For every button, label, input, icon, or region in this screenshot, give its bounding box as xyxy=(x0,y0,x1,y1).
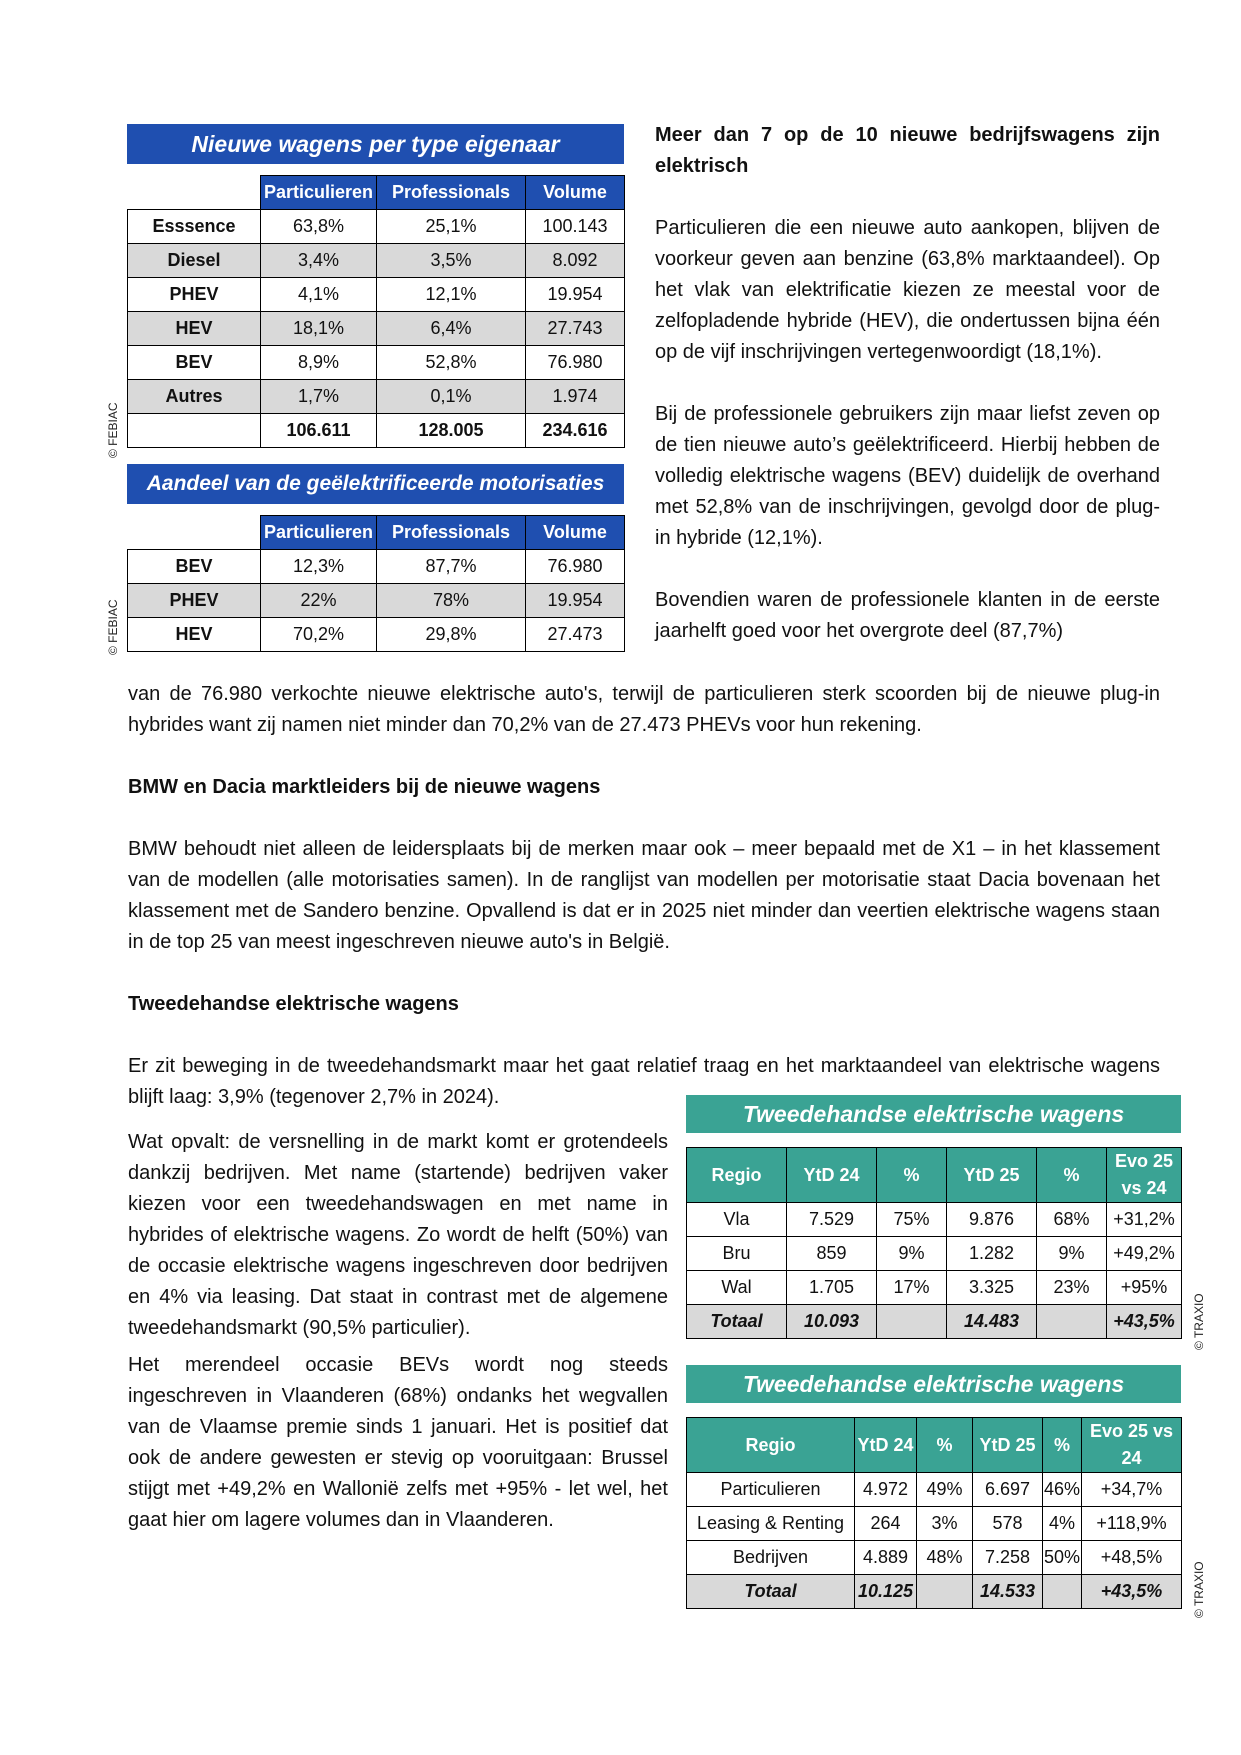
cell: 17% xyxy=(877,1271,947,1305)
col-header: YtD 24 xyxy=(787,1148,877,1203)
empty-cell xyxy=(128,414,261,448)
cell: Particulieren xyxy=(687,1473,855,1507)
table-row xyxy=(687,1541,1182,1575)
col-header: Professionals xyxy=(377,516,526,550)
table-row xyxy=(128,550,625,584)
cell: 12,1% xyxy=(377,278,526,312)
table-used-ev-by-buyer xyxy=(686,1365,1181,1609)
data-table xyxy=(686,1417,1182,1609)
section-heading: Tweedehandse elektrische wagens xyxy=(128,993,459,1015)
cell: 75% xyxy=(877,1203,947,1237)
cell: 27.473 xyxy=(526,618,625,652)
header-row xyxy=(687,1418,1182,1473)
paragraph: Het merendeel occasie BEVs wordt nog steeds ingeschreven in Vlaanderen (68%) ondanks het wegvallen van de Vlaamse premie sinds 1 januari. Het is positief dat ook de andere gewesten er stevig op vooruitgaan: Brussel stijgt met +49,2% en Wallonië zelfs met +95% - let wel, het gaat hier om lagere volumes dan in Vlaanderen. xyxy=(128,1354,668,1531)
table-row xyxy=(128,244,625,278)
col-header: Regio xyxy=(687,1148,787,1203)
table-row xyxy=(128,380,625,414)
cell: 0,1% xyxy=(377,380,526,414)
paragraph: BMW behoudt niet alleen de leidersplaats bij de merken maar ook – meer bepaald met de X1 – in het klassement van de modellen (alle motorisaties samen). In de ranglijst van modellen per motorisatie staat Dacia bovenaan het klassement met de Sandero benzine. Opvallend is dat er in 2025 niet minder dan veertien elektrische wagens staan in de top 25 van meest ingeschreven nieuwe auto's in België. xyxy=(128,838,1160,953)
cell: 7.529 xyxy=(787,1203,877,1237)
cell: 8.092 xyxy=(526,244,625,278)
total-cell: 128.005 xyxy=(377,414,526,448)
paragraph: van de 76.980 verkochte nieuwe elektrische auto's, terwijl de particulieren sterk scoorden bij de nieuwe plug-in hybrides want zij namen niet minder dan 70,2% van de 27.473 PHEVs voor hun rekening. xyxy=(128,683,1160,736)
col-header: % xyxy=(1037,1148,1107,1203)
paragraph: Wat opvalt: de versnelling in de markt komt er grotendeels dankzij bedrijven. Met name (startende) bedrijven vaker kiezen voor een tweedehandswagen en met name in hybrides of elektrische wagens. Zo wordt de helft (50%) van de occasie elektrische wagens ingeschreven door bedrijven en 4% via leasing. Dat staat in contrast met de algemene tweedehandsmarkt (90,5% particulier). xyxy=(128,1131,668,1339)
data-table xyxy=(127,515,625,652)
section-heading: Meer dan 7 op de 10 nieuwe bedrijfswagens zijn elektrisch xyxy=(655,124,1160,177)
table-row xyxy=(128,346,625,380)
cell: 3,4% xyxy=(261,244,377,278)
table-row xyxy=(687,1507,1182,1541)
col-header: Volume xyxy=(526,516,625,550)
totals-row xyxy=(128,414,625,448)
cell: 1.974 xyxy=(526,380,625,414)
cell: 18,1% xyxy=(261,312,377,346)
row-label: HEV xyxy=(128,618,261,652)
data-table xyxy=(686,1147,1182,1339)
cell: 76.980 xyxy=(526,346,625,380)
cell: +95% xyxy=(1107,1271,1182,1305)
total-cell: 10.125 xyxy=(855,1575,917,1609)
col-header: Professionals xyxy=(377,176,526,210)
corner-cell xyxy=(128,176,261,210)
cell: 87,7% xyxy=(377,550,526,584)
cell: 9% xyxy=(877,1237,947,1271)
cell: 48% xyxy=(917,1541,973,1575)
cell: 100.143 xyxy=(526,210,625,244)
total-cell: +43,5% xyxy=(1082,1575,1182,1609)
cell: 8,9% xyxy=(261,346,377,380)
cell: 9% xyxy=(1037,1237,1107,1271)
cell: 25,1% xyxy=(377,210,526,244)
paragraph: Bij de professionele gebruikers zijn maar liefst zeven op de tien nieuwe auto’s geëlektrificeerd. Hierbij hebben de volledig elektrische wagens (BEV) duidelijk de overhand met 52,8% van de inschrijvingen, gevolgd door de plug-in hybride (12,1%). xyxy=(655,403,1160,549)
cell: 264 xyxy=(855,1507,917,1541)
section-heading: BMW en Dacia marktleiders bij de nieuwe wagens xyxy=(128,776,601,798)
cell: 6,4% xyxy=(377,312,526,346)
table-title: Nieuwe wagens per type eigenaar xyxy=(127,124,624,164)
credit-traxio: © TRAXIO xyxy=(1192,1561,1206,1618)
col-header: Particulieren xyxy=(261,176,377,210)
table-new-cars-by-owner xyxy=(127,124,624,448)
row-label: Autres xyxy=(128,380,261,414)
cell: 68% xyxy=(1037,1203,1107,1237)
cell: 1.705 xyxy=(787,1271,877,1305)
table-row xyxy=(687,1473,1182,1507)
cell: 4.889 xyxy=(855,1541,917,1575)
cell: 63,8% xyxy=(261,210,377,244)
credit-febiac: © FEBIAC xyxy=(106,402,120,458)
total-cell: 234.616 xyxy=(526,414,625,448)
cell: 19.954 xyxy=(526,584,625,618)
total-cell: 106.611 xyxy=(261,414,377,448)
data-table xyxy=(127,175,625,448)
total-cell: 14.483 xyxy=(947,1305,1037,1339)
col-header: Evo 25 vs 24 xyxy=(1107,1148,1182,1203)
cell: +34,7% xyxy=(1082,1473,1182,1507)
table-row xyxy=(687,1271,1182,1305)
total-cell: 10.093 xyxy=(787,1305,877,1339)
cell: 52,8% xyxy=(377,346,526,380)
cell: 4.972 xyxy=(855,1473,917,1507)
table-row xyxy=(687,1203,1182,1237)
cell: 27.743 xyxy=(526,312,625,346)
table-title: Aandeel van de geëlektrificeerde motorisaties xyxy=(127,464,624,504)
cell: 70,2% xyxy=(261,618,377,652)
col-header: % xyxy=(877,1148,947,1203)
cell: Leasing & Renting xyxy=(687,1507,855,1541)
paragraph: Bovendien waren de professionele klanten in de eerste jaarhelft goed voor het overgrote deel (87,7%) xyxy=(655,589,1160,642)
cell: 6.697 xyxy=(973,1473,1043,1507)
cell: 12,3% xyxy=(261,550,377,584)
total-cell: +43,5% xyxy=(1107,1305,1182,1339)
col-header: YtD 24 xyxy=(855,1418,917,1473)
table-title: Tweedehandse elektrische wagens xyxy=(686,1365,1181,1403)
cell: 1.282 xyxy=(947,1237,1037,1271)
cell: 49% xyxy=(917,1473,973,1507)
table-title: Tweedehandse elektrische wagens xyxy=(686,1095,1181,1133)
row-label: BEV xyxy=(128,550,261,584)
total-cell xyxy=(1043,1575,1082,1609)
cell: 22% xyxy=(261,584,377,618)
totals-row xyxy=(687,1575,1182,1609)
cell: 3% xyxy=(917,1507,973,1541)
cell: +49,2% xyxy=(1107,1237,1182,1271)
cell: 29,8% xyxy=(377,618,526,652)
table-used-ev-by-region xyxy=(686,1095,1181,1339)
total-cell xyxy=(877,1305,947,1339)
table-row xyxy=(128,584,625,618)
col-header: Regio xyxy=(687,1418,855,1473)
col-header: Volume xyxy=(526,176,625,210)
cell: Bru xyxy=(687,1237,787,1271)
cell: 1,7% xyxy=(261,380,377,414)
cell: Bedrijven xyxy=(687,1541,855,1575)
cell: 3,5% xyxy=(377,244,526,278)
credit-febiac: © FEBIAC xyxy=(106,599,120,655)
total-cell: 14.533 xyxy=(973,1575,1043,1609)
col-header: % xyxy=(917,1418,973,1473)
row-label: Esssence xyxy=(128,210,261,244)
cell: 4% xyxy=(1043,1507,1082,1541)
total-cell: Totaal xyxy=(687,1305,787,1339)
total-cell xyxy=(917,1575,973,1609)
cell: 78% xyxy=(377,584,526,618)
cell: 7.258 xyxy=(973,1541,1043,1575)
corner-cell xyxy=(128,516,261,550)
table-row xyxy=(128,210,625,244)
total-cell xyxy=(1037,1305,1107,1339)
totals-row xyxy=(687,1305,1182,1339)
cell: 50% xyxy=(1043,1541,1082,1575)
row-label: PHEV xyxy=(128,278,261,312)
cell: +31,2% xyxy=(1107,1203,1182,1237)
table-electrified-share xyxy=(127,464,624,652)
row-label: BEV xyxy=(128,346,261,380)
col-header: YtD 25 xyxy=(947,1148,1037,1203)
col-header: % xyxy=(1043,1418,1082,1473)
cell: +48,5% xyxy=(1082,1541,1182,1575)
row-label: Diesel xyxy=(128,244,261,278)
cell: 46% xyxy=(1043,1473,1082,1507)
total-cell: Totaal xyxy=(687,1575,855,1609)
credit-traxio: © TRAXIO xyxy=(1192,1293,1206,1350)
cell: 76.980 xyxy=(526,550,625,584)
paragraph: Er zit beweging in de tweedehandsmarkt maar het gaat relatief traag en het marktaandeel van elektrische wagens blijft laag: 3,9% (tegenover 2,7% in 2024). xyxy=(128,1055,1160,1108)
cell: Vla xyxy=(687,1203,787,1237)
cell: 859 xyxy=(787,1237,877,1271)
cell: 578 xyxy=(973,1507,1043,1541)
section-electric-company-cars xyxy=(655,120,1160,647)
col-header: Particulieren xyxy=(261,516,377,550)
cell: +118,9% xyxy=(1082,1507,1182,1541)
cell: Wal xyxy=(687,1271,787,1305)
table-row xyxy=(128,312,625,346)
col-header: Evo 25 vs 24 xyxy=(1082,1418,1182,1473)
row-label: HEV xyxy=(128,312,261,346)
table-row xyxy=(128,618,625,652)
section-used-ev-text xyxy=(128,1127,668,1536)
cell: 19.954 xyxy=(526,278,625,312)
row-label: PHEV xyxy=(128,584,261,618)
cell: 23% xyxy=(1037,1271,1107,1305)
table-row xyxy=(128,278,625,312)
col-header: YtD 25 xyxy=(973,1418,1043,1473)
cell: 4,1% xyxy=(261,278,377,312)
main-text xyxy=(128,679,1160,1113)
cell: 9.876 xyxy=(947,1203,1037,1237)
paragraph: Particulieren die een nieuwe auto aankopen, blijven de voorkeur geven aan benzine (63,8% marktaandeel). Op het vlak van elektrificatie kiezen ze meestal voor de zelfopladende hybride (HEV), die ondertussen bijna één op de vijf inschrijvingen vertegenwoordigt (18,1%). xyxy=(655,217,1160,363)
header-row xyxy=(687,1148,1182,1203)
cell: 3.325 xyxy=(947,1271,1037,1305)
table-row xyxy=(687,1237,1182,1271)
